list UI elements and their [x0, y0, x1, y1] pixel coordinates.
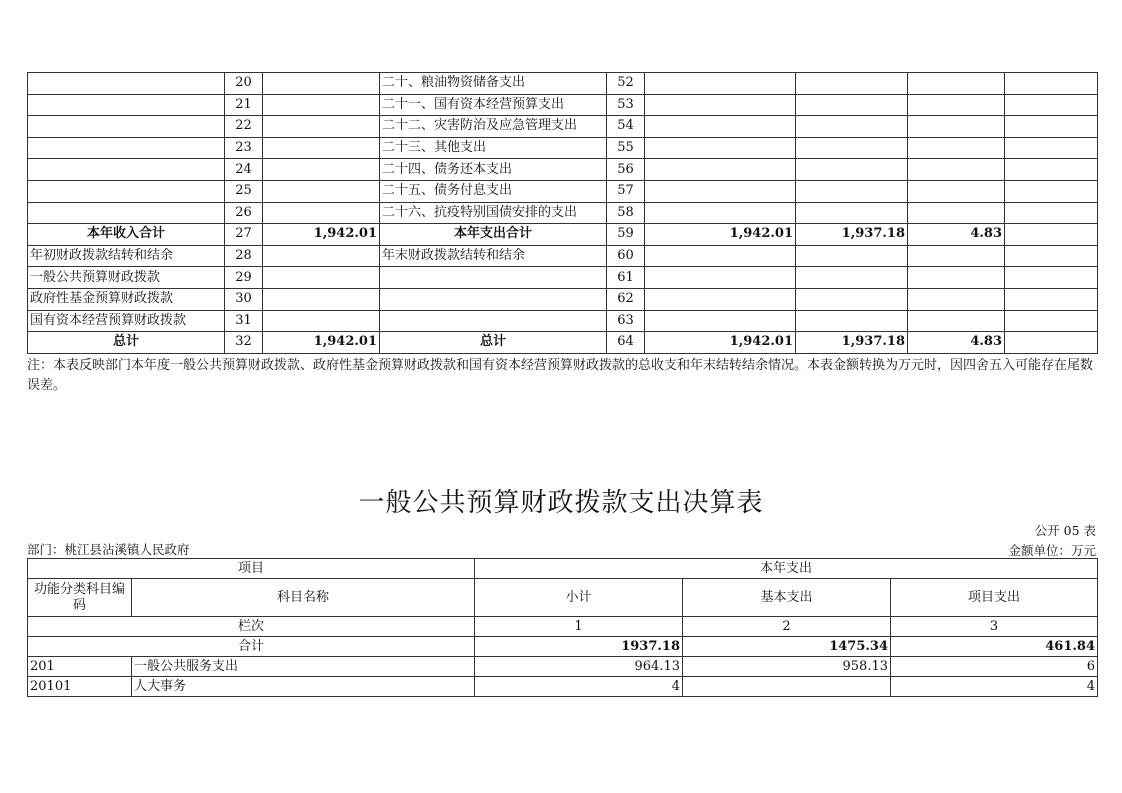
- column-number-row: [28, 617, 1098, 637]
- row-number: 62: [607, 288, 645, 310]
- table-row: [28, 137, 1098, 159]
- income-amount: [263, 245, 380, 267]
- total-subtotal: 1937.18: [475, 637, 683, 657]
- table-row: [28, 288, 1098, 310]
- total-item: 461.84: [891, 637, 1098, 657]
- table-row: [28, 224, 1098, 246]
- project-expense: [908, 73, 1005, 95]
- row-number: 54: [607, 116, 645, 138]
- project-expense: [908, 245, 1005, 267]
- table-row: [28, 657, 1098, 677]
- income-amount: [263, 116, 380, 138]
- income-amount: 1,942.01: [263, 224, 380, 246]
- column-2: 2: [683, 617, 891, 637]
- header-basic: 基本支出: [683, 579, 891, 617]
- income-amount: [263, 267, 380, 289]
- subject-name: 人大事务: [132, 677, 475, 697]
- project-expense: [908, 180, 1005, 202]
- expense-total: [645, 73, 796, 95]
- expense-total: [645, 288, 796, 310]
- expense-table: [27, 558, 1098, 697]
- row-label: [28, 159, 225, 181]
- table-note: 注：本表反映部门本年度一般公共预算财政拨款、政府性基金预算财政拨款和国有资本经营预算财政拨款的总收支和年末结转结余情况。本表金额转换为万元时，因四舍五入可能存在尾数误差。: [27, 358, 1094, 393]
- basic-value: [683, 677, 891, 697]
- basic-expense: [796, 288, 908, 310]
- row-number: 30: [225, 288, 263, 310]
- subtotal-value: 964.13: [475, 657, 683, 677]
- table-row: [28, 180, 1098, 202]
- subtotal-value: 4: [475, 677, 683, 697]
- expense-item: [380, 288, 607, 310]
- row-label: [28, 116, 225, 138]
- income-amount: 1,942.01: [263, 332, 380, 354]
- expense-total: [645, 94, 796, 116]
- income-amount: [263, 288, 380, 310]
- row-number: 63: [607, 310, 645, 332]
- row-number: 27: [225, 224, 263, 246]
- project-expense: [908, 137, 1005, 159]
- expense-item: 二十四、债务还本支出: [380, 159, 607, 181]
- header-subtotal: 小计: [475, 579, 683, 617]
- expense-total: [645, 137, 796, 159]
- item-value: 6: [891, 657, 1098, 677]
- project-expense: [908, 310, 1005, 332]
- basic-expense: [796, 159, 908, 181]
- expense-total: 1,942.01: [645, 332, 796, 354]
- total-label: 合计: [28, 637, 475, 657]
- income-amount: [263, 137, 380, 159]
- expense-total: [645, 116, 796, 138]
- row-number: 32: [225, 332, 263, 354]
- expense-total: [645, 310, 796, 332]
- header-name: 科目名称: [132, 579, 475, 617]
- expense-item: [380, 267, 607, 289]
- total-basic: 1475.34: [683, 637, 891, 657]
- row-number: 64: [607, 332, 645, 354]
- row-label: 总计: [28, 332, 225, 354]
- basic-expense: [796, 310, 908, 332]
- expense-item: 年末财政拨款结转和结余: [380, 245, 607, 267]
- row-label: 政府性基金预算财政拨款: [28, 288, 225, 310]
- row-number: 29: [225, 267, 263, 289]
- row-number: 56: [607, 159, 645, 181]
- expense-total: [645, 267, 796, 289]
- row-number: 31: [225, 310, 263, 332]
- column-1: 1: [475, 617, 683, 637]
- function-code: 201: [28, 657, 132, 677]
- income-amount: [263, 180, 380, 202]
- expense-total: [645, 245, 796, 267]
- other-value: [1005, 94, 1098, 116]
- row-label: [28, 94, 225, 116]
- row-number: 25: [225, 180, 263, 202]
- basic-expense: [796, 245, 908, 267]
- basic-expense: [796, 116, 908, 138]
- other-value: [1005, 202, 1098, 224]
- row-label: 年初财政拨款结转和结余: [28, 245, 225, 267]
- expense-item: 二十六、抗疫特别国债安排的支出: [380, 202, 607, 224]
- expense-total: [645, 202, 796, 224]
- header-year-expense: 本年支出: [475, 559, 1098, 579]
- expense-item: [380, 310, 607, 332]
- table-row: [28, 245, 1098, 267]
- row-number: 60: [607, 245, 645, 267]
- basic-value: 958.13: [683, 657, 891, 677]
- project-expense: [908, 202, 1005, 224]
- other-value: [1005, 332, 1098, 354]
- expense-item: 二十五、债务付息支出: [380, 180, 607, 202]
- header-row-1: [28, 559, 1098, 579]
- project-expense: [908, 94, 1005, 116]
- row-number: 23: [225, 137, 263, 159]
- basic-expense: [796, 267, 908, 289]
- expense-item: 二十一、国有资本经营预算支出: [380, 94, 607, 116]
- income-amount: [263, 202, 380, 224]
- row-number: 59: [607, 224, 645, 246]
- total-row: [28, 637, 1098, 657]
- other-value: [1005, 159, 1098, 181]
- project-expense: [908, 116, 1005, 138]
- table-row: [28, 116, 1098, 138]
- header-code: 功能分类科目编码: [28, 579, 132, 617]
- other-value: [1005, 116, 1098, 138]
- other-value: [1005, 267, 1098, 289]
- row-label: [28, 137, 225, 159]
- other-value: [1005, 245, 1098, 267]
- income-amount: [263, 310, 380, 332]
- row-label: [28, 180, 225, 202]
- expense-item: 总计: [380, 332, 607, 354]
- project-expense: 4.83: [908, 332, 1005, 354]
- amount-unit: 金额单位：万元: [1008, 543, 1096, 558]
- row-number: 58: [607, 202, 645, 224]
- row-number: 28: [225, 245, 263, 267]
- basic-expense: [796, 94, 908, 116]
- table-row: [28, 73, 1098, 95]
- row-number: 55: [607, 137, 645, 159]
- other-value: [1005, 180, 1098, 202]
- row-label: 国有资本经营预算财政拨款: [28, 310, 225, 332]
- table-row: [28, 310, 1098, 332]
- basic-expense: [796, 137, 908, 159]
- page-title: 一般公共预算财政拨款支出决算表: [358, 488, 764, 518]
- expense-total: 1,942.01: [645, 224, 796, 246]
- basic-expense: 1,937.18: [796, 224, 908, 246]
- expense-item: 本年支出合计: [380, 224, 607, 246]
- income-expense-table: [27, 72, 1098, 354]
- expense-total: [645, 159, 796, 181]
- row-number: 20: [225, 73, 263, 95]
- project-expense: 4.83: [908, 224, 1005, 246]
- row-number: 52: [607, 73, 645, 95]
- item-value: 4: [891, 677, 1098, 697]
- table-row: [28, 159, 1098, 181]
- other-value: [1005, 224, 1098, 246]
- row-label: 一般公共预算财政拨款: [28, 267, 225, 289]
- income-amount: [263, 159, 380, 181]
- table-row: [28, 267, 1098, 289]
- row-label: [28, 202, 225, 224]
- basic-expense: [796, 202, 908, 224]
- basic-expense: [796, 73, 908, 95]
- income-amount: [263, 73, 380, 95]
- project-expense: [908, 159, 1005, 181]
- basic-expense: 1,937.18: [796, 332, 908, 354]
- header-item: 项目支出: [891, 579, 1098, 617]
- expense-item: 二十、粮油物资储备支出: [380, 73, 607, 95]
- row-number: 24: [225, 159, 263, 181]
- row-number: 61: [607, 267, 645, 289]
- header-row-2: [28, 579, 1098, 617]
- row-number: 22: [225, 116, 263, 138]
- row-number: 53: [607, 94, 645, 116]
- table-row: [28, 202, 1098, 224]
- table-row: [28, 332, 1098, 354]
- other-value: [1005, 288, 1098, 310]
- project-expense: [908, 288, 1005, 310]
- table-row: [28, 94, 1098, 116]
- subject-name: 一般公共服务支出: [132, 657, 475, 677]
- project-expense: [908, 267, 1005, 289]
- row-number: 57: [607, 180, 645, 202]
- expense-total: [645, 180, 796, 202]
- function-code: 20101: [28, 677, 132, 697]
- income-amount: [263, 94, 380, 116]
- department-label: 部门：桃江县沾溪镇人民政府: [27, 542, 190, 557]
- other-value: [1005, 310, 1098, 332]
- header-project: 项目: [28, 559, 475, 579]
- row-number: 21: [225, 94, 263, 116]
- other-value: [1005, 137, 1098, 159]
- form-number: 公开 05 表: [1034, 523, 1096, 538]
- expense-item: 二十二、灾害防治及应急管理支出: [380, 116, 607, 138]
- column-label: 栏次: [28, 617, 475, 637]
- table-row: [28, 677, 1098, 697]
- basic-expense: [796, 180, 908, 202]
- row-label: 本年收入合计: [28, 224, 225, 246]
- column-3: 3: [891, 617, 1098, 637]
- row-label: [28, 73, 225, 95]
- row-number: 26: [225, 202, 263, 224]
- other-value: [1005, 73, 1098, 95]
- expense-item: 二十三、其他支出: [380, 137, 607, 159]
